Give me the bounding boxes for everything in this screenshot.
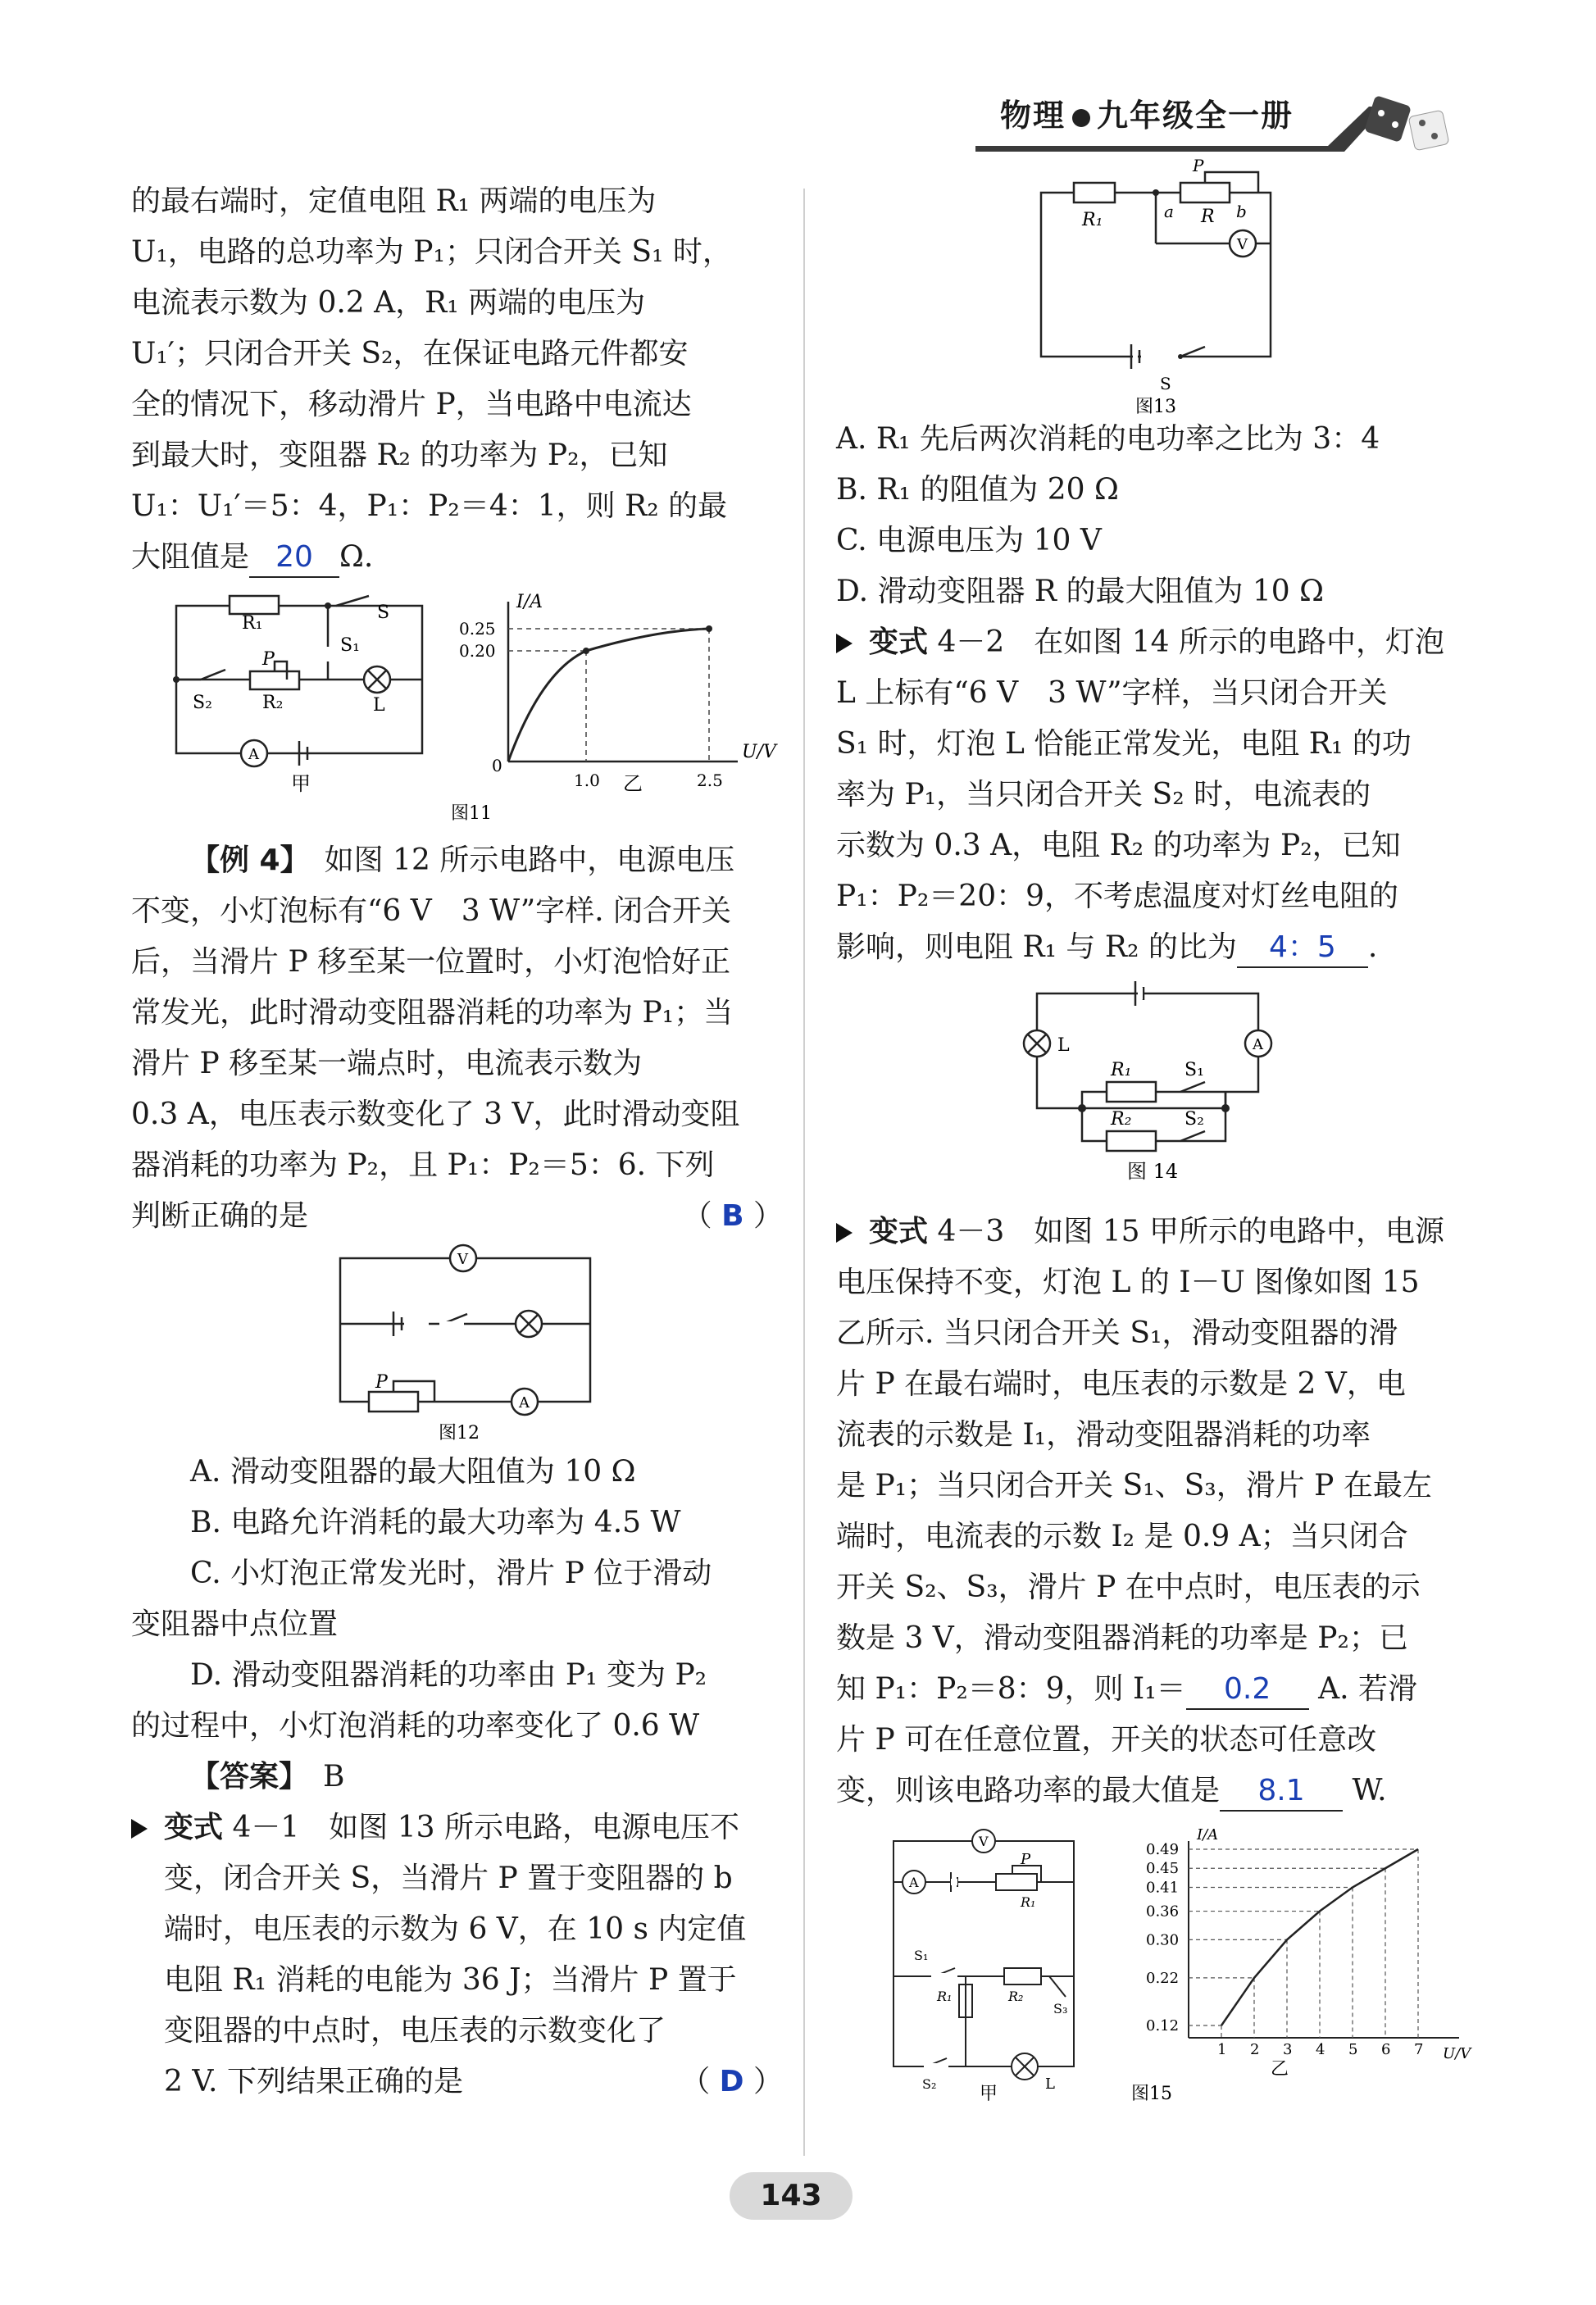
text-line: 是 P₁；当只闭合开关 S₁、S₃，滑片 P 在最左 <box>836 1469 1432 1503</box>
label-r1-b: R₁ <box>937 1989 953 2004</box>
variant-tag: 变式 <box>869 1215 929 1248</box>
text-line: 的最右端时，定值电阻 R₁ 两端的电压为 <box>131 184 657 218</box>
answer-tag: 【答案】 <box>190 1760 294 1794</box>
example-4-options <box>131 1447 783 1803</box>
answer-blank: 20 <box>249 539 339 578</box>
label-l: L <box>1045 2075 1055 2093</box>
variant-number: 4－2 <box>937 625 1005 659</box>
ammeter-a: A <box>248 746 259 763</box>
answer-choice: B <box>721 1199 744 1233</box>
ytick-label: 0.49 <box>1146 1841 1180 1858</box>
label-s2: S₂ <box>1184 1109 1204 1130</box>
text-line: 开关 S₂、S₃，滑片 P 在中点时，电压表的示 <box>836 1571 1421 1604</box>
figure-11-caption: 图11 <box>451 803 492 824</box>
text-fragment: 知 P₁：P₂＝8：9，则 I₁＝ <box>836 1672 1186 1706</box>
xtick-label: 6 <box>1381 2041 1391 2058</box>
label-jia: 甲 <box>980 2084 998 2104</box>
column-divider <box>803 189 805 2156</box>
answer-choice: D <box>719 2065 744 2098</box>
text-line: 电阻 R₁ 消耗的电能为 36 J；当滑片 P 置于 <box>164 1963 737 1997</box>
continued-problem <box>131 176 783 583</box>
figure-12-caption: 图12 <box>439 1423 480 1443</box>
label-a: a <box>1164 202 1174 221</box>
text-line: 数是 3 V，滑动变阻器消耗的功率是 P₂；已 <box>836 1621 1408 1655</box>
label-p: P <box>375 1372 388 1393</box>
figure-15 <box>836 1825 1476 2103</box>
figure-11-drawing <box>131 589 783 827</box>
option-d: D. 滑动变阻器消耗的功率由 P₁ 变为 P₂ <box>190 1658 707 1692</box>
label-s: S <box>377 602 390 623</box>
ytick-0.25: 0.25 <box>459 619 496 639</box>
text-line: 流表的示数是 I₁，滑动变阻器消耗的功率 <box>836 1418 1371 1452</box>
text-line: 变，闭合开关 S，当滑片 P 置于变阻器的 b <box>164 1862 733 1895</box>
figure-13-caption: 图13 <box>1135 397 1176 417</box>
ytick-label: 0.41 <box>1146 1879 1180 1897</box>
voltmeter-v: V <box>979 1834 989 1849</box>
text-line: 率为 P₁，当只闭合开关 S₂ 时，电流表的 <box>836 778 1371 812</box>
text-line <box>836 617 1476 668</box>
option-d-cont: 的过程中，小灯泡消耗的功率变化了 0.6 W <box>131 1709 700 1743</box>
answer-text: B <box>323 1760 345 1794</box>
text-fragment: 判断正确的是 <box>131 1199 309 1233</box>
text-line: S₁ 时，灯泡 L 恰能正常发光，电阻 R₁ 的功 <box>836 727 1412 761</box>
xtick-label: 5 <box>1348 2041 1358 2058</box>
variant-4-3 <box>836 1207 1476 1816</box>
label-r1: R₁ <box>1111 1060 1132 1080</box>
label-r1: R₁ <box>1021 1894 1036 1910</box>
label-s1: S₁ <box>1184 1060 1204 1080</box>
label-r2: R₂ <box>262 693 284 713</box>
graph-xlabel: U/V <box>742 742 776 762</box>
header-subject: 物理 <box>1000 98 1066 134</box>
option-c: C. 小灯泡正常发光时，滑片 P 位于滑动 <box>190 1557 712 1590</box>
text-fragment: 变，则该电路功率的最大值是 <box>836 1774 1221 1807</box>
label-yi: 乙 <box>1271 2059 1289 2080</box>
label-r2: R₂ <box>1111 1109 1132 1130</box>
header-title <box>1000 90 1294 135</box>
text-line: 滑片 P 移至某一端点时，电流表示数为 <box>131 1047 643 1080</box>
page-number: 143 <box>730 2172 853 2220</box>
label-r1: R₁ <box>1082 210 1103 230</box>
answer-blank: 4：5 <box>1237 929 1368 968</box>
xtick-label: 4 <box>1316 2041 1325 2058</box>
label-l: L <box>1057 1035 1070 1056</box>
option-c-cont: 变阻器中点位置 <box>131 1607 339 1641</box>
option-a: A. R₁ 先后两次消耗的电功率之比为 3：4 <box>836 422 1380 456</box>
voltmeter-v: V <box>457 1251 468 1268</box>
voltmeter-v: V <box>1237 236 1248 253</box>
text-line <box>836 922 1476 973</box>
ytick-label: 0.12 <box>1146 2017 1180 2034</box>
label-b: b <box>1236 202 1247 221</box>
text-line: 乙所示. 当只闭合开关 S₁，滑动变阻器的滑 <box>836 1316 1398 1350</box>
text-line: 示数为 0.3 A，电阻 R₂ 的功率为 P₂，已知 <box>836 829 1401 862</box>
option-d: D. 滑动变阻器 R 的最大阻值为 10 Ω <box>836 575 1325 608</box>
graph-origin: 0 <box>492 756 502 775</box>
text-line <box>836 1664 1476 1715</box>
label-r2: R₂ <box>1008 1989 1024 2004</box>
label-r: R <box>1201 207 1215 227</box>
text-line <box>131 1191 783 1242</box>
text-fragment: W. <box>1352 1774 1387 1807</box>
triangle-icon <box>836 634 853 653</box>
label-p: P <box>262 649 275 670</box>
answer-paren: （ D ） <box>680 2065 783 2098</box>
label-p: P <box>1193 156 1204 175</box>
label-s3: S₃ <box>1053 2001 1068 2016</box>
label-s1: S₁ <box>340 635 360 656</box>
label-s: S <box>1160 374 1171 393</box>
variant-4-1-options <box>836 414 1476 617</box>
text-fragment: Ω. <box>339 540 374 574</box>
header-grade: 九年级全一册 <box>1097 98 1294 134</box>
xtick-label: 2 <box>1250 2041 1260 2058</box>
text-line: 后，当滑片 P 移至某一位置时，小灯泡恰好正 <box>131 945 731 979</box>
ytick-label: 0.36 <box>1146 1903 1180 1921</box>
text-line: 0.3 A，电压表示数变化了 3 V，此时滑动变阻 <box>131 1098 740 1131</box>
figure-15-drawing <box>836 1825 1476 2103</box>
option-b: B. 电路允许消耗的最大功率为 4.5 W <box>190 1506 681 1539</box>
text-line: 器消耗的功率为 P₂，且 P₁：P₂＝5：6. 下列 <box>131 1148 715 1182</box>
page-header <box>943 82 1467 156</box>
figure-15-grid <box>1189 1849 1418 2038</box>
text-line <box>131 1803 783 1853</box>
text-line: P₁：P₂＝20：9，不考虑温度对灯丝电阻的 <box>836 880 1399 913</box>
text-fragment: 如图 13 所示电路，电源电压不 <box>329 1811 739 1844</box>
label-s2: S₂ <box>193 693 212 713</box>
text-fragment: 大阻值是 <box>131 540 250 574</box>
variant-number: 4－3 <box>937 1215 1005 1248</box>
text-line: 全的情况下，移动滑片 P，当电路中电流达 <box>131 388 692 421</box>
option-b: B. R₁ 的阻值为 20 Ω <box>836 473 1119 507</box>
ammeter-a: A <box>1253 1036 1263 1053</box>
option-a: A. 滑动变阻器的最大阻值为 10 Ω <box>190 1455 636 1489</box>
answer-paren: （ B ） <box>682 1199 783 1233</box>
example-tag: 【例 4】 <box>190 843 295 877</box>
text-line: U₁，电路的总功率为 P₁；只闭合开关 S₁ 时， <box>131 235 732 269</box>
text-line <box>131 2057 783 2107</box>
triangle-icon <box>836 1223 853 1243</box>
variant-tag: 变式 <box>869 625 929 659</box>
text-fragment: 在如图 14 所示的电路中，灯泡 <box>1034 625 1444 659</box>
option-c: C. 电源电压为 10 V <box>836 524 1102 557</box>
ytick-0.20: 0.20 <box>459 641 496 661</box>
text-fragment: 2 V. 下列结果正确的是 <box>164 2065 463 2098</box>
label-s2: S₂ <box>922 2076 937 2092</box>
figure-13 <box>836 156 1476 417</box>
variant-4-1 <box>131 1803 783 2107</box>
ytick-label: 0.22 <box>1146 1969 1180 1987</box>
figure-12-drawing <box>131 1242 783 1447</box>
variant-number: 4－1 <box>232 1811 300 1844</box>
right-column <box>836 156 1476 2104</box>
label-jia: 甲 <box>291 772 311 795</box>
text-fragment: . <box>1367 930 1378 964</box>
answer-blank: 8.1 <box>1220 1772 1343 1812</box>
ytick-label: 0.45 <box>1146 1860 1180 1878</box>
ammeter-a: A <box>909 1875 919 1890</box>
variant-4-2 <box>836 617 1476 973</box>
ammeter-a: A <box>519 1394 530 1412</box>
text-line: L 上标有“6 V 3 W”字样，当只闭合开关 <box>836 676 1388 710</box>
text-fragment: 如图 15 甲所示的电路中，电源 <box>1034 1215 1444 1248</box>
figure-13-drawing <box>836 156 1476 417</box>
text-line <box>836 1207 1476 1257</box>
figure-11 <box>131 589 783 827</box>
figure-14-drawing <box>836 973 1476 1207</box>
figure-14-caption: 图 14 <box>1127 1160 1179 1183</box>
label-l: L <box>373 695 385 716</box>
xtick-label: 7 <box>1414 2041 1424 2058</box>
answer-blank: 0.2 <box>1186 1671 1309 1710</box>
figure-12 <box>131 1242 783 1447</box>
answer-line <box>131 1752 783 1803</box>
label-s1: S₁ <box>914 1948 929 1963</box>
left-column <box>131 176 783 2107</box>
text-fragment: A. 若滑 <box>1318 1672 1418 1706</box>
text-line: U₁：U₁′＝5：4，P₁：P₂＝4：1，则 R₂ 的最 <box>131 489 728 523</box>
figure-15-caption: 图15 <box>1131 2084 1172 2104</box>
text-line: 电压保持不变，灯泡 L 的 I－U 图像如图 15 <box>836 1266 1420 1299</box>
variant-tag: 变式 <box>164 1811 224 1844</box>
text-line: 片 P 在最右端时，电压表的示数是 2 V，电 <box>836 1367 1406 1401</box>
text-line <box>836 1766 1476 1816</box>
text-line: 常发光，此时滑动变阻器消耗的功率为 P₁；当 <box>131 996 734 1030</box>
label-p: P <box>1021 1851 1031 1868</box>
text-line: 到最大时，变阻器 R₂ 的功率为 P₂，已知 <box>131 439 668 472</box>
xtick-label: 1 <box>1217 2041 1227 2058</box>
text-line <box>131 532 783 583</box>
xtick-1.0: 1.0 <box>574 771 600 790</box>
text-line: 端时，电压表的示数为 6 V，在 10 s 内定值 <box>164 1912 747 1946</box>
text-line: U₁′；只闭合开关 S₂，在保证电路元件都安 <box>131 337 689 371</box>
xtick-2.5: 2.5 <box>697 771 723 790</box>
graph-ylabel: I/A <box>1197 1826 1219 1844</box>
ytick-label: 0.30 <box>1146 1931 1180 1949</box>
graph-xlabel: U/V <box>1443 2045 1471 2062</box>
label-r1: R₁ <box>242 613 263 634</box>
text-line: 电流表示数为 0.2 A，R₁ 两端的电压为 <box>131 286 646 320</box>
text-line <box>131 835 783 886</box>
text-line: 端时，电流表的示数 I₂ 是 0.9 A；当只闭合 <box>836 1520 1408 1553</box>
text-line: 不变，小灯泡标有“6 V 3 W”字样. 闭合开关 <box>131 894 732 928</box>
figure-15-ticks <box>1146 1841 1423 2058</box>
text-line: 片 P 可在任意位置，开关的状态可任意改 <box>836 1723 1377 1757</box>
text-fragment: 如图 12 所示电路中，电源电压 <box>324 843 735 877</box>
triangle-icon <box>131 1819 148 1839</box>
text-fragment: 影响，则电阻 R₁ 与 R₂ 的比为 <box>836 930 1237 964</box>
text-line: 变阻器的中点时，电压表的示数变化了 <box>164 2014 666 2048</box>
label-yi: 乙 <box>623 772 643 795</box>
example-4 <box>131 835 783 1242</box>
xtick-label: 3 <box>1283 2041 1293 2058</box>
bullet-icon <box>1072 109 1090 127</box>
figure-14 <box>836 973 1476 1207</box>
graph-ylabel: I/A <box>516 592 543 612</box>
